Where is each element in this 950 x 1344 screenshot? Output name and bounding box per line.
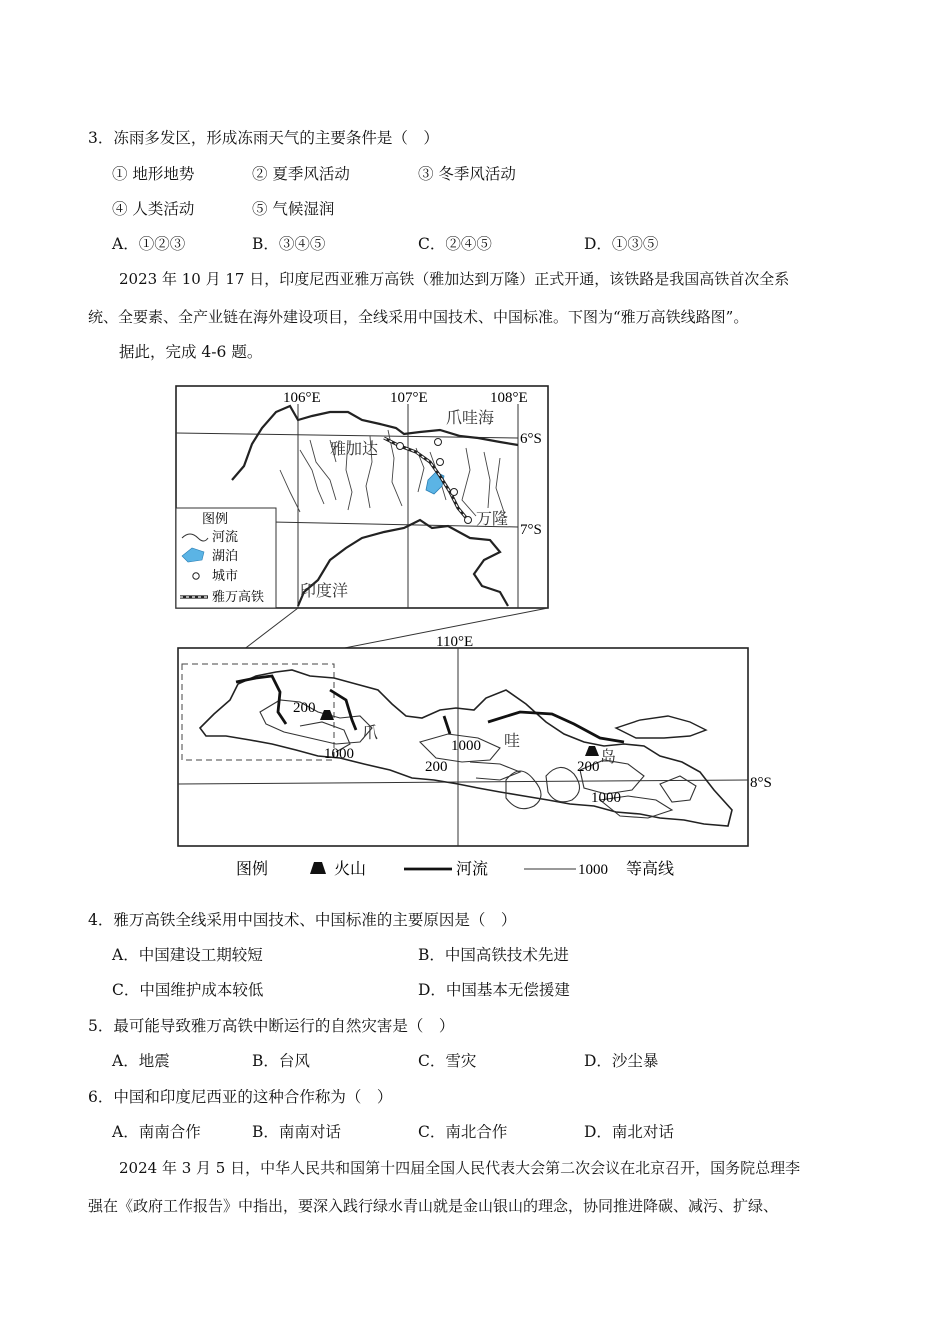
bandung-label: 万隆: [476, 511, 509, 528]
q4-option-b: B．中国高铁技术先进: [418, 946, 569, 964]
city-legend-icon: [193, 573, 199, 579]
q6-stem: 6．中国和印度尼西亚的这种合作称为（ ）: [88, 1088, 393, 1106]
q6-option-c: C．南北合作: [418, 1123, 508, 1141]
q3-option-a: A．①②③: [112, 235, 186, 253]
q4-stem: 4．雅万高铁全线采用中国技术、中国标准的主要原因是（ ）: [88, 911, 517, 929]
contour-1000-east: 1000: [591, 790, 621, 806]
q4-option-a: A．中国建设工期较短: [112, 946, 263, 964]
contour-200-center: 200: [425, 759, 448, 775]
java-char-1: 爪: [362, 725, 379, 742]
intro1-line2: 统、全要素、全产业链在海外建设项目，全线采用中国技术、中国标准。下图为“雅万高铁线路图”。: [88, 308, 749, 326]
lon-108-label: 108°E: [490, 390, 528, 406]
lat-8-label: 8°S: [750, 775, 772, 791]
q6-option-a: A．南南合作: [112, 1123, 201, 1141]
legend-lake-label: 湖泊: [212, 548, 239, 563]
indian-ocean-label: 印度洋: [300, 583, 349, 600]
q3-item-2: ② 夏季风活动: [252, 165, 350, 183]
legend-river-label: 河流: [212, 529, 239, 544]
q5-stem: 5．最可能导致雅万高铁中断运行的自然灾害是（ ）: [88, 1017, 455, 1035]
q3-item-4: ④ 人类活动: [112, 200, 195, 218]
volcano-legend-icon: [310, 862, 326, 874]
q5-option-a: A．地震: [112, 1052, 170, 1070]
java-sea-label: 爪哇海: [446, 410, 495, 427]
upper-legend: [176, 508, 276, 608]
upper-legend-title: 图例: [202, 511, 229, 526]
legend-railway-label: 雅万高铁: [212, 589, 265, 604]
jakarta-label: 雅加达: [330, 441, 379, 458]
legend-river2-label: 河流: [456, 861, 489, 878]
q5-option-d: D．沙尘暴: [584, 1052, 659, 1070]
q3-item-5: ⑤ 气候湿润: [252, 200, 335, 218]
upper-map: [176, 386, 548, 608]
q5-option-c: C．雪灾: [418, 1052, 477, 1070]
q3-item-3: ③ 冬季风活动: [418, 165, 516, 183]
contour-1000-center: 1000: [451, 738, 481, 754]
intro1-line1: 2023 年 10 月 17 日，印度尼西亚雅万高铁（雅加达到万隆）正式开通，该铁路是我国高铁首次全系: [119, 270, 790, 288]
lower-legend: [236, 859, 674, 878]
lon-107-label: 107°E: [390, 390, 428, 406]
lon-110-label: 110°E: [436, 634, 474, 650]
lat-7-label: 7°S: [520, 522, 542, 538]
legend-volcano-label: 火山: [334, 861, 367, 878]
q3-item-1: ① 地形地势: [112, 165, 195, 183]
q4-option-d: D．中国基本无偿援建: [418, 981, 570, 999]
lat-6-label: 6°S: [520, 431, 542, 447]
q6-option-b: B．南南对话: [252, 1123, 341, 1141]
intro2-line1: 2024 年 3 月 5 日，中华人民共和国第十四届全国人民代表大会第二次会议在北京召开，国务院总理李: [119, 1159, 801, 1177]
contour-1000-west: 1000: [324, 746, 354, 762]
q3-option-c: C．②④⑤: [418, 235, 492, 253]
legend-contour-label: 等高线: [626, 861, 675, 878]
q6-option-d: D．南北对话: [584, 1123, 674, 1141]
java-char-2: 哇: [504, 733, 521, 750]
q3-stem: 3．冻雨多发区，形成冻雨天气的主要条件是（ ）: [88, 129, 439, 147]
legend-city-label: 城市: [212, 568, 239, 583]
q4-option-c: C．中国维护成本较低: [112, 981, 264, 999]
lon-106-label: 106°E: [283, 390, 321, 406]
lower-map: [178, 634, 772, 846]
java-char-3: 岛: [600, 749, 617, 766]
contour-200-east: 200: [577, 759, 600, 775]
q3-option-b: B．③④⑤: [252, 235, 326, 253]
q3-option-d: D．①③⑤: [584, 235, 659, 253]
yawan-railway-map: [0, 375, 950, 885]
lower-legend-title: 图例: [236, 861, 269, 878]
q5-option-b: B．台风: [252, 1052, 310, 1070]
legend-contour-value: 1000: [578, 862, 608, 878]
contour-200-west: 200: [293, 700, 316, 716]
intro1-line3: 据此，完成 4-6 题。: [119, 343, 263, 361]
intro2-line2: 强在《政府工作报告》中指出，要深入践行绿水青山就是金山银山的理念，协同推进降碳、减污、扩绿、: [88, 1197, 779, 1215]
